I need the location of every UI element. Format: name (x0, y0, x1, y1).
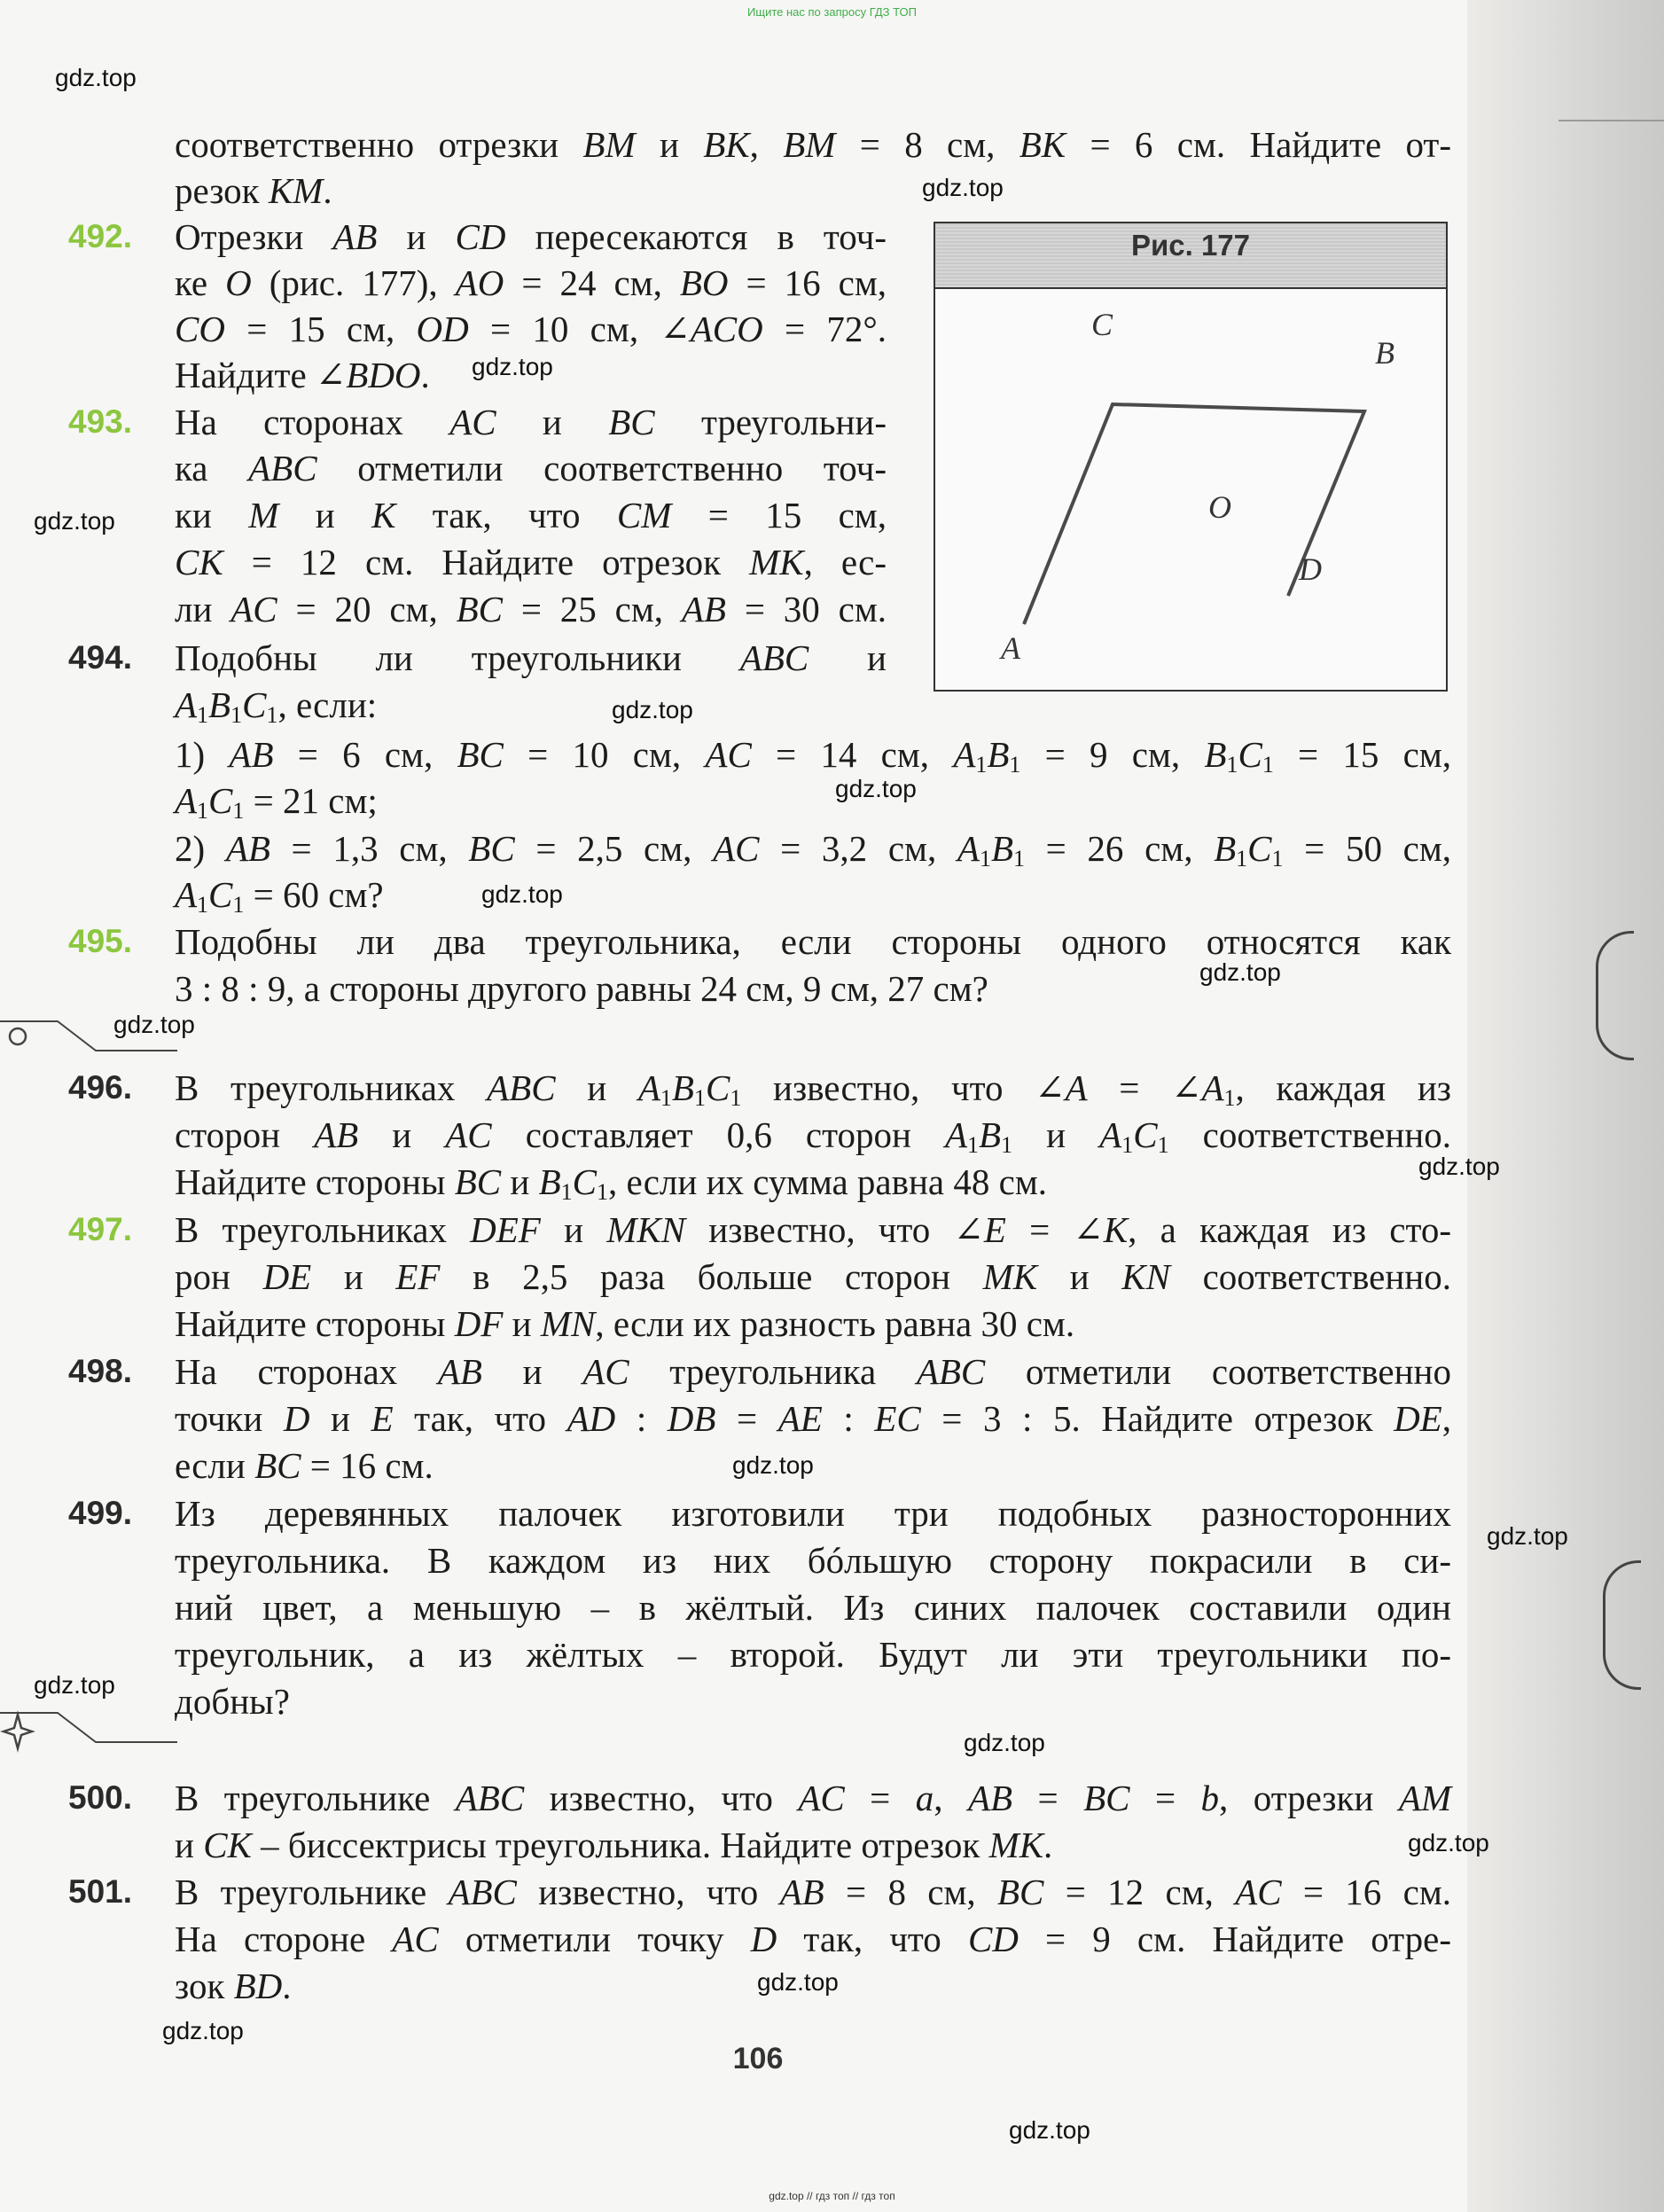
problem-number: 492. (68, 218, 133, 254)
text-line: зок BD. (175, 1966, 292, 2006)
text-line: На стороне AC отметили точку D так, что CD = 9 см. Найдите отре- (175, 1919, 1451, 1959)
watermark: gdz.top (34, 1671, 115, 1699)
edge-line (1559, 120, 1664, 121)
problem-number: 498. (68, 1353, 133, 1389)
watermark: gdz.top (1487, 1522, 1568, 1550)
problem-number: 501. (68, 1873, 133, 1910)
problem-number: 493. (68, 403, 133, 440)
label-A: A (1001, 630, 1020, 666)
watermark: gdz.top (1418, 1153, 1500, 1180)
text-line: треугольник, а из жёлтых – второй. Будут ли эти треугольники по- (175, 1634, 1451, 1675)
text-line: треугольника. В каждом из них бóльшую сторону покрасили в си- (175, 1540, 1451, 1581)
text-line: 2) AB = 1,3 см, BC = 2,5 см, AC = 3,2 см, $A_1B_1 = 26$ см, $B_1C_1 = 50$ см, (175, 828, 1452, 872)
watermark: gdz.top (922, 174, 1004, 201)
figure-177 (934, 222, 1448, 692)
text-line: CO = 15 см, OD = 10 см, ∠ACO = 72°. (175, 309, 887, 349)
text-line: Подобны ли треугольники ABC и (175, 637, 887, 678)
text-line: $A_1B_1C_1$, если: (175, 684, 378, 728)
problem-number: 494. (68, 639, 133, 676)
label-D: D (1299, 551, 1322, 587)
text-line: $A_1C_1 = 60$ см? (175, 874, 384, 918)
text-line: 1) AB = 6 см, BC = 10 см, AC = 14 см, $A_1B_1 = 9$ см, $B_1C_1 = 15$ см, (175, 734, 1452, 778)
page-number: 106 (732, 2042, 784, 2075)
text-line: и CK – биссектрисы треугольника. Найдите отрезок MK. (175, 1825, 1053, 1865)
problem-number: 496. (68, 1069, 133, 1106)
watermark: gdz.top (472, 353, 553, 380)
watermark: gdz.top (835, 775, 917, 802)
label-B: B (1375, 335, 1394, 371)
footer-note[interactable]: gdz.top // гдз топ // гдз топ (769, 2190, 895, 2202)
header-note[interactable]: Ищите нас по запросу ГДЗ ТОП (747, 5, 917, 19)
text-line: В треугольниках DEF и MKN известно, что ∠E = ∠K, а каждая из сто- (175, 1209, 1451, 1250)
text-line: В треугольнике ABC известно, что AB = 8 см, BC = 12 см, AC = 16 см. (175, 1872, 1452, 1912)
text-line: ний цвет, а меньшую – в жёлтый. Из синих палочек составили один (175, 1587, 1451, 1628)
label-O: O (1208, 489, 1231, 525)
text-line: если BC = 16 см. (175, 1445, 434, 1486)
text-line: CK = 12 см. Найдите отрезок MK, ес- (175, 542, 887, 582)
text-line: ка ABC отметили соответственно точ- (175, 448, 887, 489)
problem-number: 497. (68, 1211, 133, 1247)
text-line: соответственно отрезки BM и BK, BM = 8 см, BK = 6 см. Найдите от- (175, 124, 1452, 165)
watermark: gdz.top (162, 2017, 244, 2044)
text-line: В треугольнике ABC известно, что AC = a, AB = BC = b, отрезки AM (175, 1778, 1452, 1818)
edge-bracket (1596, 931, 1634, 1060)
figure-header (935, 223, 1446, 289)
text-line: 3 : 8 : 9, а стороны другого равны 24 см, 9 см, 27 см? (175, 968, 988, 1009)
watermark: gdz.top (481, 880, 563, 908)
watermark: gdz.top (1009, 2116, 1090, 2144)
text-line: Отрезки AB и CD пересекаются в точ- (175, 216, 887, 257)
watermark: gdz.top (612, 696, 693, 723)
text-line: В треугольниках ABC и $A_1B_1C_1$ известно, что ∠A = $\angle A_1$, каждая из (175, 1067, 1451, 1111)
figure-drawing (935, 289, 1446, 692)
text-line: На сторонах AC и BC треугольни- (175, 402, 887, 442)
watermark: gdz.top (1408, 1829, 1489, 1856)
text-line: сторон AB и AC составляет 0,6 сторон $A_1B_1$ и $A_1C_1$ соответственно. (175, 1114, 1451, 1158)
text-line: ки M и K так, что CM = 15 см, (175, 495, 887, 535)
watermark: gdz.top (113, 1011, 195, 1038)
text-line: добны? (175, 1681, 290, 1722)
text-line: рон DE и EF в 2,5 раза больше сторон MK и KN соответственно. (175, 1256, 1451, 1297)
text-line: резок KM. (175, 170, 332, 211)
edge-bracket (1603, 1560, 1641, 1690)
figure-title: Рис. 177 (1130, 229, 1251, 262)
watermark: gdz.top (757, 1968, 839, 1996)
text-line: точки D и E так, что AD : DB = AE : EC = 3 : 5. Найдите отрезок DE, (175, 1398, 1451, 1439)
circle-marker-icon (0, 1011, 177, 1064)
text-line: Найдите стороны DF и MN, если их разность равна 30 см. (175, 1303, 1075, 1344)
text-line: ли AC = 20 см, BC = 25 см, AB = 30 см. (175, 589, 887, 629)
problem-number: 495. (68, 923, 133, 959)
problem-number: 499. (68, 1495, 133, 1531)
text-line: На сторонах AB и AC треугольника ABC отметили соответственно (175, 1351, 1451, 1392)
text-line: Подобны ли два треугольника, если стороны одного относятся как (175, 921, 1451, 962)
text-line: Из деревянных палочек изготовили три подобных разносторонних (175, 1493, 1451, 1534)
text-line: $A_1C_1 = 21$ см; (175, 780, 378, 824)
problem-number: 500. (68, 1779, 133, 1816)
watermark: gdz.top (732, 1451, 814, 1479)
watermark: gdz.top (1199, 958, 1281, 986)
watermark: gdz.top (55, 64, 137, 91)
text-line: Найдите ∠BDO. (175, 355, 430, 395)
watermark: gdz.top (964, 1729, 1045, 1756)
watermark: gdz.top (34, 507, 115, 535)
text-line: ке O (рис. 177), AO = 24 см, BO = 16 см, (175, 262, 887, 303)
page-edge (1467, 0, 1664, 2212)
label-C: C (1091, 307, 1113, 342)
star-marker-icon (0, 1702, 177, 1764)
text-line: Найдите стороны BC и $B_1C_1$, если их сумма равна 48 см. (175, 1161, 1048, 1205)
